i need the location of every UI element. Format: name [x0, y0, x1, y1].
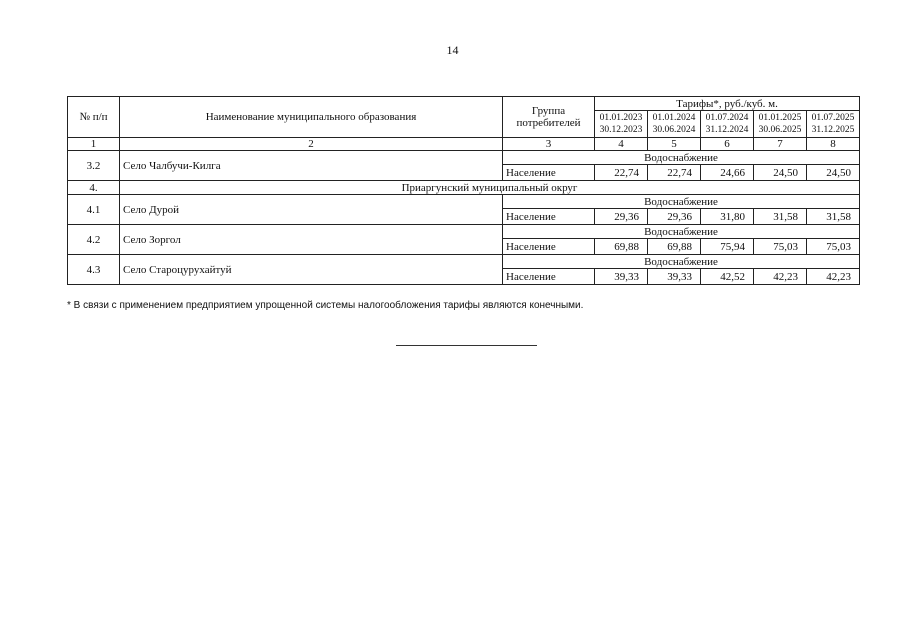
tariffs-table	[67, 96, 860, 285]
row-group: Население	[503, 209, 595, 225]
col-number: 2	[120, 138, 503, 151]
header-period-3: 01.07.2024 31.12.2024	[701, 111, 754, 138]
tariff-value: 24,50	[807, 165, 860, 181]
col-number: 3	[503, 138, 595, 151]
tariff-value: 39,33	[595, 269, 648, 285]
header-period-5: 01.07.2025 31.12.2025	[807, 111, 860, 138]
tariff-value: 42,23	[807, 269, 860, 285]
row-num: 4.1	[68, 195, 120, 225]
col-number: 4	[595, 138, 648, 151]
tariff-value: 29,36	[648, 209, 701, 225]
col-number: 5	[648, 138, 701, 151]
table-row	[68, 151, 860, 165]
tariff-value: 24,66	[701, 165, 754, 181]
tariff-value: 31,80	[701, 209, 754, 225]
col-number: 8	[807, 138, 860, 151]
row-num: 4.3	[68, 255, 120, 285]
row-num: 3.2	[68, 151, 120, 181]
header-tariffs: Тарифы*, руб./куб. м.	[595, 97, 860, 111]
row-name: Село Дурой	[120, 195, 503, 225]
tariff-value: 42,52	[701, 269, 754, 285]
tariff-value: 31,58	[754, 209, 807, 225]
header-period-2: 01.01.2024 30.06.2024	[648, 111, 701, 138]
row-name: Село Чалбучи-Килга	[120, 151, 503, 181]
separator-line	[396, 345, 537, 346]
tariff-value: 31,58	[807, 209, 860, 225]
tariff-value: 75,94	[701, 239, 754, 255]
tariff-value: 22,74	[595, 165, 648, 181]
tariff-value: 75,03	[807, 239, 860, 255]
row-service: Водоснабжение	[503, 225, 860, 239]
tariff-value: 39,33	[648, 269, 701, 285]
tariff-value: 22,74	[648, 165, 701, 181]
row-service: Водоснабжение	[503, 151, 860, 165]
header-period-1: 01.01.2023 30.12.2023	[595, 111, 648, 138]
row-group: Население	[503, 269, 595, 285]
row-service: Водоснабжение	[503, 255, 860, 269]
tariff-value: 69,88	[595, 239, 648, 255]
tariff-value: 29,36	[595, 209, 648, 225]
row-num: 4.2	[68, 225, 120, 255]
tariff-value: 42,23	[754, 269, 807, 285]
section-row	[68, 181, 860, 195]
tariff-value: 75,03	[754, 239, 807, 255]
section-num: 4.	[68, 181, 120, 195]
column-numbers-row	[68, 138, 860, 151]
section-name: Приаргунский муниципальный округ	[120, 181, 860, 195]
table-row	[68, 225, 860, 239]
row-service: Водоснабжение	[503, 195, 860, 209]
page-number: 14	[446, 43, 459, 57]
header-group: Группа потребителей	[503, 97, 595, 138]
tariff-value: 24,50	[754, 165, 807, 181]
footnote: * В связи с применением предприятием упрощенной системы налогообложения тарифы являются конечными.	[67, 300, 584, 311]
header-period-4: 01.01.2025 30.06.2025	[754, 111, 807, 138]
row-group: Население	[503, 239, 595, 255]
header-num: № п/п	[68, 97, 120, 138]
row-group: Население	[503, 165, 595, 181]
tariff-value: 69,88	[648, 239, 701, 255]
row-name: Село Староцурухайтуй	[120, 255, 503, 285]
row-name: Село Зоргол	[120, 225, 503, 255]
col-number: 1	[68, 138, 120, 151]
header-name: Наименование муниципального образования	[120, 97, 503, 138]
table-row	[68, 195, 860, 209]
col-number: 6	[701, 138, 754, 151]
col-number: 7	[754, 138, 807, 151]
table-row	[68, 255, 860, 269]
